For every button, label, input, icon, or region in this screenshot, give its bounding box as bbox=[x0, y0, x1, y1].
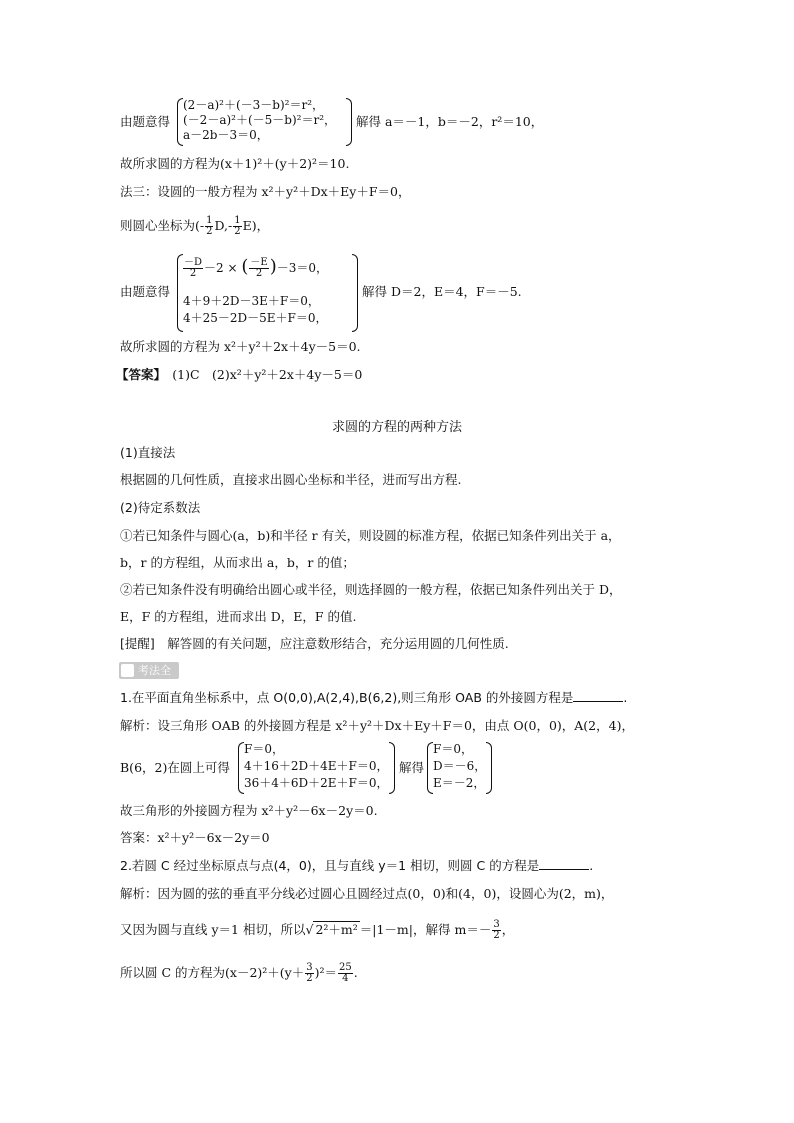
badge-label: 考法全练 bbox=[138, 664, 171, 692]
system-1-prefix: 由题意得 bbox=[120, 114, 171, 129]
center-mid: D,- bbox=[214, 218, 233, 233]
numerator: 1 bbox=[234, 215, 241, 226]
tip-label: [提醒] bbox=[120, 636, 155, 651]
question-one-solution: 解析：设三角形 OAB 的外接圆方程是 x²＋y²＋Dx＋Ey＋F＝0，由点 O(0，0)，A(2，4)， bbox=[120, 718, 634, 733]
system-2-row: 4＋25－2D－5E＋F＝0， bbox=[183, 311, 328, 325]
question-two-text: 2.若圆 C 经过坐标原点与点(4，0)，且与直线 y＝1 相切，则圆 C 的方程是 bbox=[120, 858, 540, 873]
method-one-text: 根据圆的几何性质，直接求出圆心坐标和半径，进而写出方程. bbox=[120, 472, 462, 487]
center-suffix: E)， bbox=[242, 218, 270, 233]
system-3-prefix: B(6，2)在圆上可得 bbox=[120, 760, 230, 775]
numerator: 1 bbox=[206, 215, 213, 226]
denominator: 2 bbox=[306, 973, 313, 984]
method-two-point-b: ②若已知条件没有明确给出圆心或半径，则选择圆的一般方程，依据已知条件列出关于 D， bbox=[120, 582, 622, 597]
solution-prefix: 又因为圆与直线 y＝1 相切，所以 bbox=[120, 922, 306, 937]
method-two-point-a: ①若已知条件与圆心(a，b)和半径 r 有关，则设圆的标准方程，依据已知条件列出关于 a， bbox=[120, 528, 621, 543]
denominator: 2 bbox=[255, 268, 263, 279]
tip-text: 解答圆的有关问题，应注意数形结合，充分运用圆的几何性质. bbox=[154, 636, 509, 651]
numerator: 3 bbox=[306, 962, 313, 973]
answer-line bbox=[116, 367, 362, 383]
fraction bbox=[492, 920, 500, 941]
fraction bbox=[338, 963, 353, 984]
system-2-row: 4＋9＋2D－3E＋F＝0， bbox=[183, 294, 320, 308]
numerator: －D bbox=[184, 257, 203, 268]
tip-line bbox=[120, 636, 509, 652]
denominator: 2 bbox=[206, 226, 213, 237]
solution-end: ， bbox=[501, 922, 515, 937]
question-two: 2.若圆 C 经过坐标原点与点(4，0)，且与直线 y＝1 相切，则圆 C 的方程是 . bbox=[120, 858, 594, 873]
system-3-mid: 解得 bbox=[399, 760, 425, 775]
system-1-row: a－2b－3＝0， bbox=[183, 128, 269, 142]
question-two-solution: 解析：因为圆的弦的垂直平分线必过圆心且圆经过点(0，0)和(4，0)，设圆心为(2，m)， bbox=[120, 886, 614, 901]
question-one-answer: 答案：x²＋y²－6x－2y＝0 bbox=[120, 830, 270, 845]
question-one-conclusion: 故三角形的外接圆方程为 x²＋y²－6x－2y＝0. bbox=[120, 803, 378, 818]
denominator: 2 bbox=[234, 226, 241, 237]
question-two-solution-line2: 又因为圆与直线 y＝1 相切，所以√ 2²＋m² ＝|1－m|，解得 m＝－ $\frac{3}{2}$ ， bbox=[120, 919, 515, 941]
equation-line: 故所求圆的方程为 x²＋y²＋2x＋4y－5＝0. bbox=[120, 339, 361, 354]
fraction bbox=[233, 216, 241, 237]
solution-mid: )²＝ bbox=[314, 965, 337, 980]
right-brace bbox=[352, 254, 358, 332]
solution-prefix: 所以圆 C 的方程为(x－2)²＋(y＋ bbox=[120, 965, 305, 980]
solution-end: . bbox=[353, 965, 358, 980]
question-two-solution-line3 bbox=[120, 963, 358, 984]
fraction bbox=[305, 963, 313, 984]
system-3-row: F＝0， bbox=[244, 742, 284, 756]
section-heading: 求圆的方程的两种方法 bbox=[331, 420, 462, 435]
solution-mid: ＝|1－m|，解得 m＝－ bbox=[359, 922, 492, 937]
system-3-result: F＝0， bbox=[433, 742, 473, 756]
system-3-row: 4＋16＋2D＋4E＋F＝0， bbox=[244, 759, 389, 773]
system-3-result: E＝－2， bbox=[433, 776, 486, 790]
right-brace bbox=[486, 742, 492, 794]
row-mid: －2 × bbox=[204, 261, 242, 275]
checklist-icon bbox=[121, 664, 134, 677]
method-one-title: (1)直接法 bbox=[120, 445, 176, 460]
practice-badge bbox=[119, 662, 179, 692]
question-one: 1.在平面直角坐标系中，点 O(0,0),A(2,4),B(6,2),则三角形 OAB 的外接圆方程是 . bbox=[120, 690, 628, 705]
system-1-row: (2－a)²＋(－3－b)²＝r²， bbox=[183, 98, 325, 112]
right-brace bbox=[389, 742, 395, 794]
method-two-point-b-cont: E，F 的方程组，进而求出 D，E，F 的值. bbox=[120, 609, 357, 624]
system-1-row: (－2－a)²＋(－5－b)²＝r²， bbox=[183, 113, 337, 127]
answer-label: 【答案】 bbox=[116, 367, 160, 382]
system-2-solution: 解得 D＝2，E＝4，F＝－5. bbox=[362, 284, 522, 299]
right-brace bbox=[346, 98, 352, 146]
question-one-text: 1.在平面直角坐标系中，点 O(0,0),A(2,4),B(6,2),则三角形 OAB 的外接圆方程是 bbox=[120, 690, 574, 705]
fraction bbox=[183, 258, 203, 279]
denominator: 4 bbox=[342, 973, 349, 984]
row-end: －3＝0， bbox=[276, 261, 329, 275]
system-2-prefix: 由题意得 bbox=[120, 284, 171, 299]
method-two-point-a-cont: b，r 的方程组，从而求出 a，b，r 的值； bbox=[120, 555, 355, 570]
system-2-row: $\frac{-D}{2}$ －2 × ( $\frac{-E}{2}$ )－3＝0， bbox=[184, 256, 329, 279]
answer-text: (1)C (2)x²＋y²＋2x＋4y－5＝0 bbox=[172, 367, 363, 382]
method-two-title: (2)待定系数法 bbox=[120, 500, 201, 515]
fraction bbox=[205, 216, 213, 237]
numerator: 3 bbox=[493, 919, 500, 930]
denominator: 2 bbox=[493, 930, 500, 941]
equation-line: 故所求圆的方程为(x＋1)²＋(y＋2)²＝10. bbox=[120, 156, 350, 171]
answer-blank bbox=[539, 859, 589, 870]
system-1-solution: 解得 a＝－1，b＝－2，r²＝10， bbox=[356, 114, 544, 129]
square-root: 2²＋m² bbox=[315, 922, 358, 937]
numerator: －E bbox=[250, 257, 268, 268]
center-line bbox=[120, 216, 269, 237]
numerator: 25 bbox=[338, 962, 352, 973]
center-prefix: 则圆心坐标为(- bbox=[120, 218, 205, 233]
denominator: 2 bbox=[189, 268, 197, 279]
fraction bbox=[249, 258, 268, 279]
method-three-line: 法三：设圆的一般方程为 x²＋y²＋Dx＋Ey＋F＝0， bbox=[120, 184, 411, 199]
system-3-row: 36＋4＋6D＋2E＋F＝0， bbox=[244, 776, 389, 790]
answer-blank bbox=[573, 691, 623, 702]
system-3-result: D＝－6， bbox=[433, 759, 487, 773]
